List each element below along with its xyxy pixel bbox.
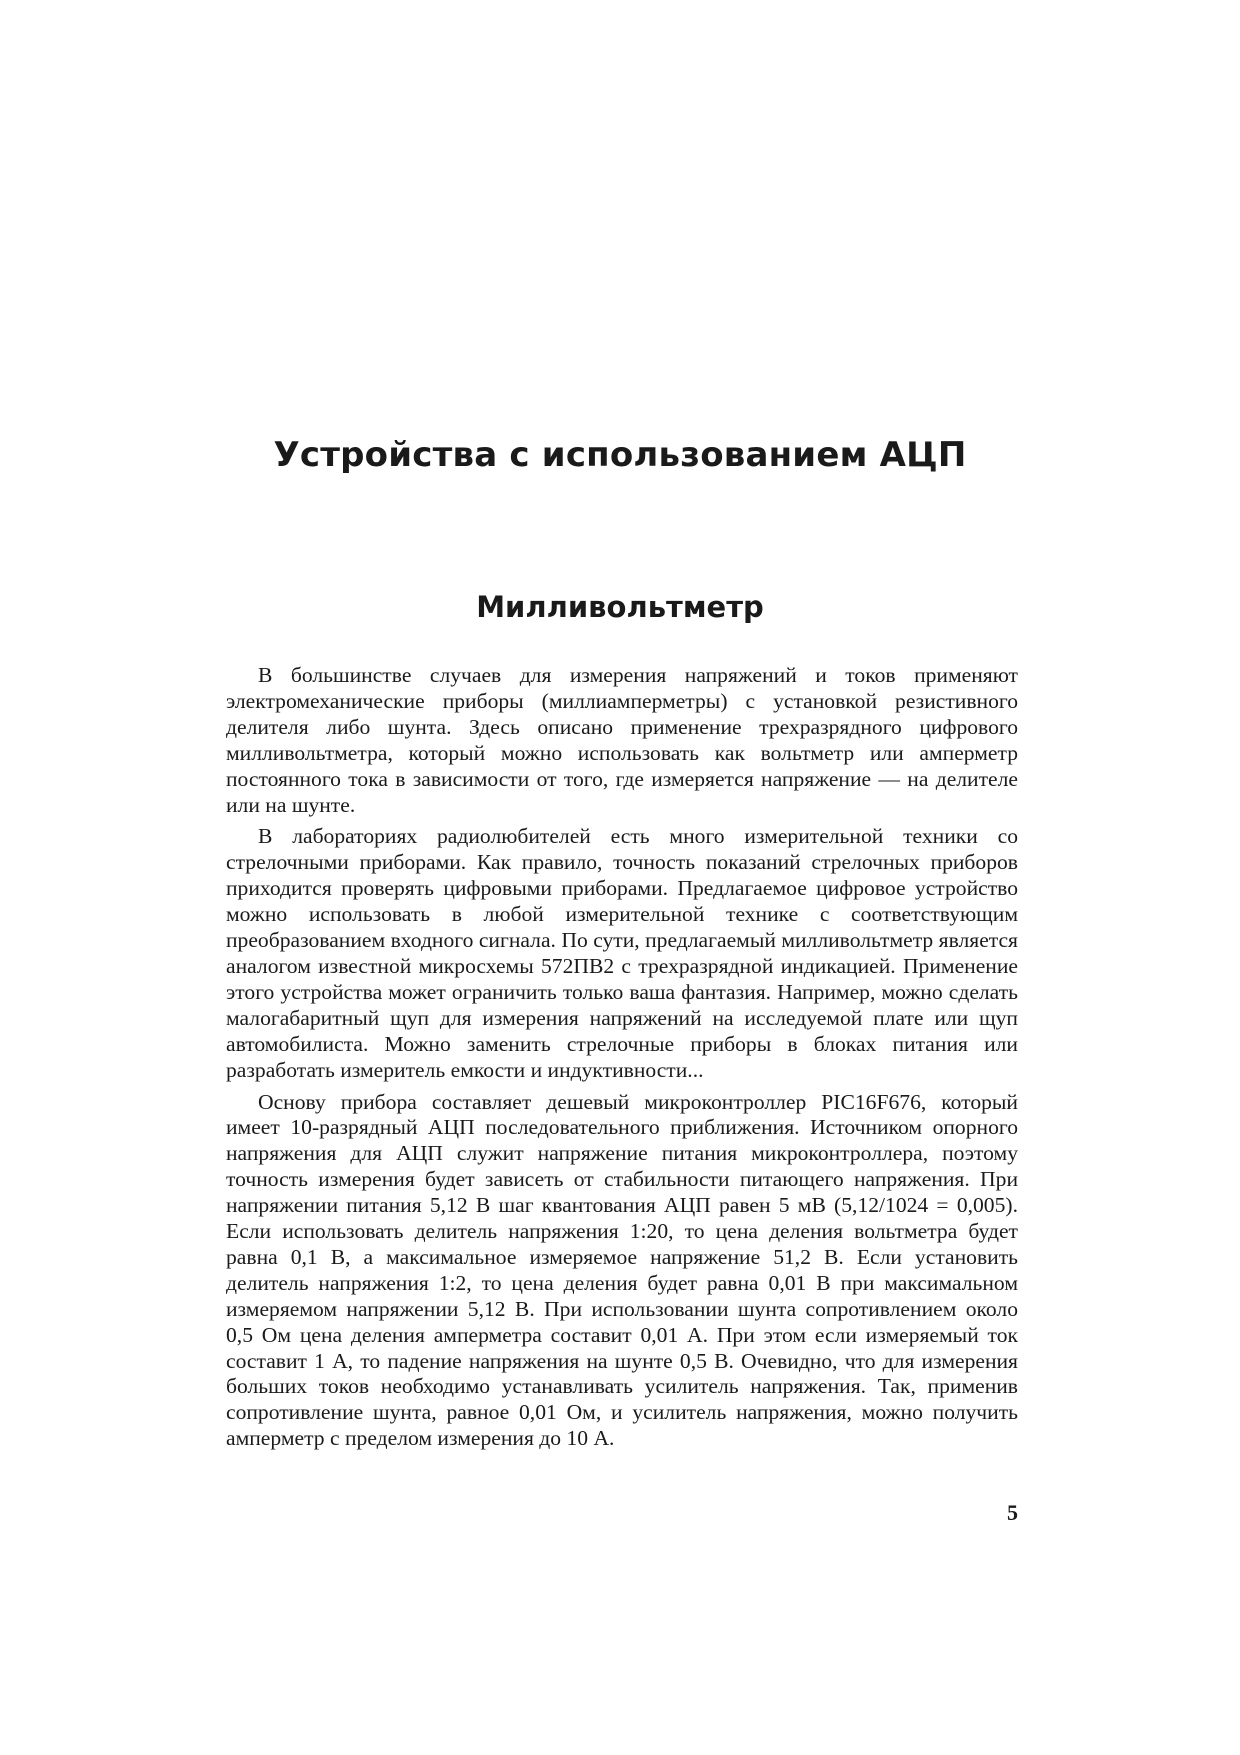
paragraph: В лабораториях радиолюбителей есть много измерительной техники со стрелочными приборами. Как правило, точность показаний стрелочных приборов приходится проверять цифровыми приборами. Предлагаемое цифровое устройство можно использовать в любой измерительной технике с соответствующим преобразованием входного сигнала. По сути, предлагаемый милливольтметр является аналогом известной микросхемы 572ПВ2 с трехразрядной индикацией. Применение этого устройства может ограничить только ваша фантазия. Например, можно сделать малогабаритный щуп для измерения напряжений на исследуемой плате или щуп автомобилиста. Можно заменить стрелочные приборы в блоках питания или разработать измеритель емкости и индуктивности... <box>226 824 1018 1082</box>
section-title: Милливольтметр <box>476 590 764 624</box>
paragraph: Основу прибора составляет дешевый микроконтроллер PIC16F676, который имеет 10-разрядный АЦП последовательного приближения. Источником опорного напряжения для АЦП служит напряжение питания микроконтроллера, поэтому точность измерения будет зависеть от стабильности питающего напряжения. При напряжении питания 5,12 В шаг квантования АЦП равен 5 мВ (5,12/1024 = 0,005). Если использовать делитель напряжения 1:20, то цена деления вольтметра будет равна 0,1 В, а максимальное измеряемое напряжение 51,2 В. Если установить делитель напряжения 1:2, то цена деления будет равна 0,01 В при максимальном измеряемом напряжении 5,12 В. При использовании шунта сопротивлением около 0,5 Ом цена деления амперметра составит 0,01 А. При этом если измеряемый ток составит 1 А, то падение напряжения на шунте 0,5 В. Очевидно, что для измерения больших токов необходимо устанавливать усилитель напряжения. Так, применив сопротивление шунта, равное 0,01 Ом, и усилитель напряжения, можно получить амперметр с пределом измерения до 10 А. <box>226 1089 1018 1451</box>
page-number: 5 <box>1007 1500 1018 1525</box>
chapter-title: Устройства с использованием АЦП <box>273 435 967 475</box>
body-text <box>226 663 1018 1458</box>
paragraph: В большинстве случаев для измерения напряжений и токов применяют электромеханические приборы (миллиамперметры) с установкой резистивного делителя либо шунта. Здесь описано применение трехразрядного цифрового милливольтметра, который можно использовать как вольтметр или амперметр постоянного тока в зависимости от того, где измеряется напряжение — на делителе или на шунте. <box>226 663 1018 817</box>
